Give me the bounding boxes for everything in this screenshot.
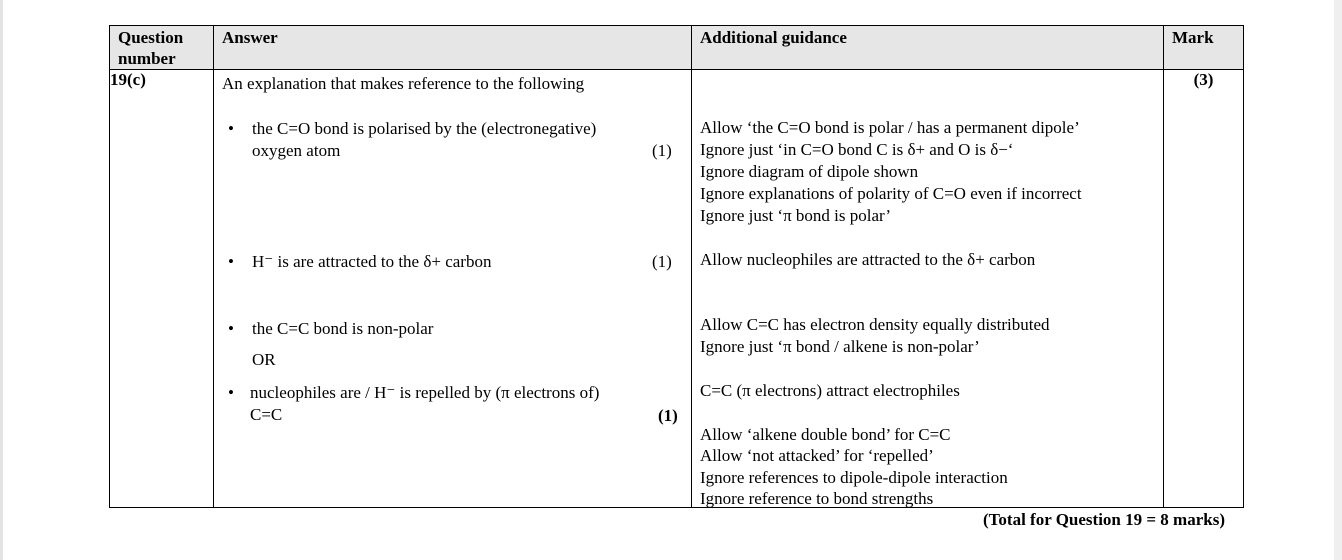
answer-point-34-mark: (1) — [658, 406, 678, 425]
guidance-line: Ignore just ‘π bond / alkene is non-polar’ — [700, 337, 980, 356]
guidance-line: Ignore reference to bond strengths — [700, 489, 934, 508]
header-mark: Mark — [1164, 26, 1244, 70]
answer-point-4-line-1: nucleophiles are / H⁻ is repelled by (π electrons of) — [250, 383, 600, 402]
bullet-icon: • — [228, 252, 234, 271]
question-number-cell: 19(c) — [110, 70, 214, 508]
answer-intro: An explanation that makes reference to the following — [222, 74, 585, 93]
guidance-line: Ignore diagram of dipole shown — [700, 162, 919, 181]
header-answer: Answer — [214, 26, 692, 70]
guidance-line: C=C (π electrons) attract electrophiles — [700, 381, 960, 400]
guidance-content — [692, 70, 1163, 507]
answer-point-3: the C=C bond is non-polar — [252, 319, 434, 338]
guidance-line: Allow ‘the C=O bond is polar / has a permanent dipole’ — [700, 118, 1080, 137]
guidance-line: Ignore just ‘π bond is polar’ — [700, 206, 891, 225]
guidance-line: Allow ‘not attacked’ for ‘repelled’ — [700, 446, 934, 465]
mark-cell: (3) — [1164, 70, 1244, 508]
answer-point-4-line-2: C=C — [250, 405, 283, 424]
answer-point-1-mark: (1) — [652, 141, 672, 160]
answer-cell — [214, 70, 692, 508]
bullet-icon: • — [228, 383, 234, 402]
guidance-line: Ignore references to dipole-dipole interaction — [700, 468, 1008, 487]
guidance-line: Allow nucleophiles are attracted to the δ+ carbon — [700, 250, 1036, 269]
answer-point-2: H⁻ is are attracted to the δ+ carbon — [252, 252, 492, 271]
scrollbar-track[interactable] — [1334, 0, 1342, 560]
header-question-number: Question number — [110, 26, 214, 70]
left-edge — [0, 0, 3, 560]
bullet-icon: • — [228, 119, 234, 138]
guidance-line: Ignore just ‘in C=O bond C is δ+ and O is δ−‘ — [700, 140, 1014, 159]
mark-scheme-table — [109, 25, 1244, 508]
answer-point-1-line-2: oxygen atom — [252, 141, 341, 160]
guidance-cell — [692, 70, 1164, 508]
table-row — [110, 70, 1244, 508]
guidance-line: Ignore explanations of polarity of C=O even if incorrect — [700, 184, 1082, 203]
answer-or: OR — [252, 350, 276, 369]
answer-point-1-line-1: the C=O bond is polarised by the (electronegative) — [252, 119, 597, 138]
header-additional-guidance: Additional guidance — [692, 26, 1164, 70]
answer-content — [214, 70, 691, 507]
question-total: (Total for Question 19 = 8 marks) — [982, 510, 1225, 529]
guidance-line: Allow C=C has electron density equally distributed — [700, 315, 1050, 334]
answer-point-2-mark: (1) — [652, 252, 672, 271]
guidance-line: Allow ‘alkene double bond’ for C=C — [700, 425, 951, 444]
bullet-icon: • — [228, 319, 234, 338]
header-row — [110, 26, 1244, 70]
